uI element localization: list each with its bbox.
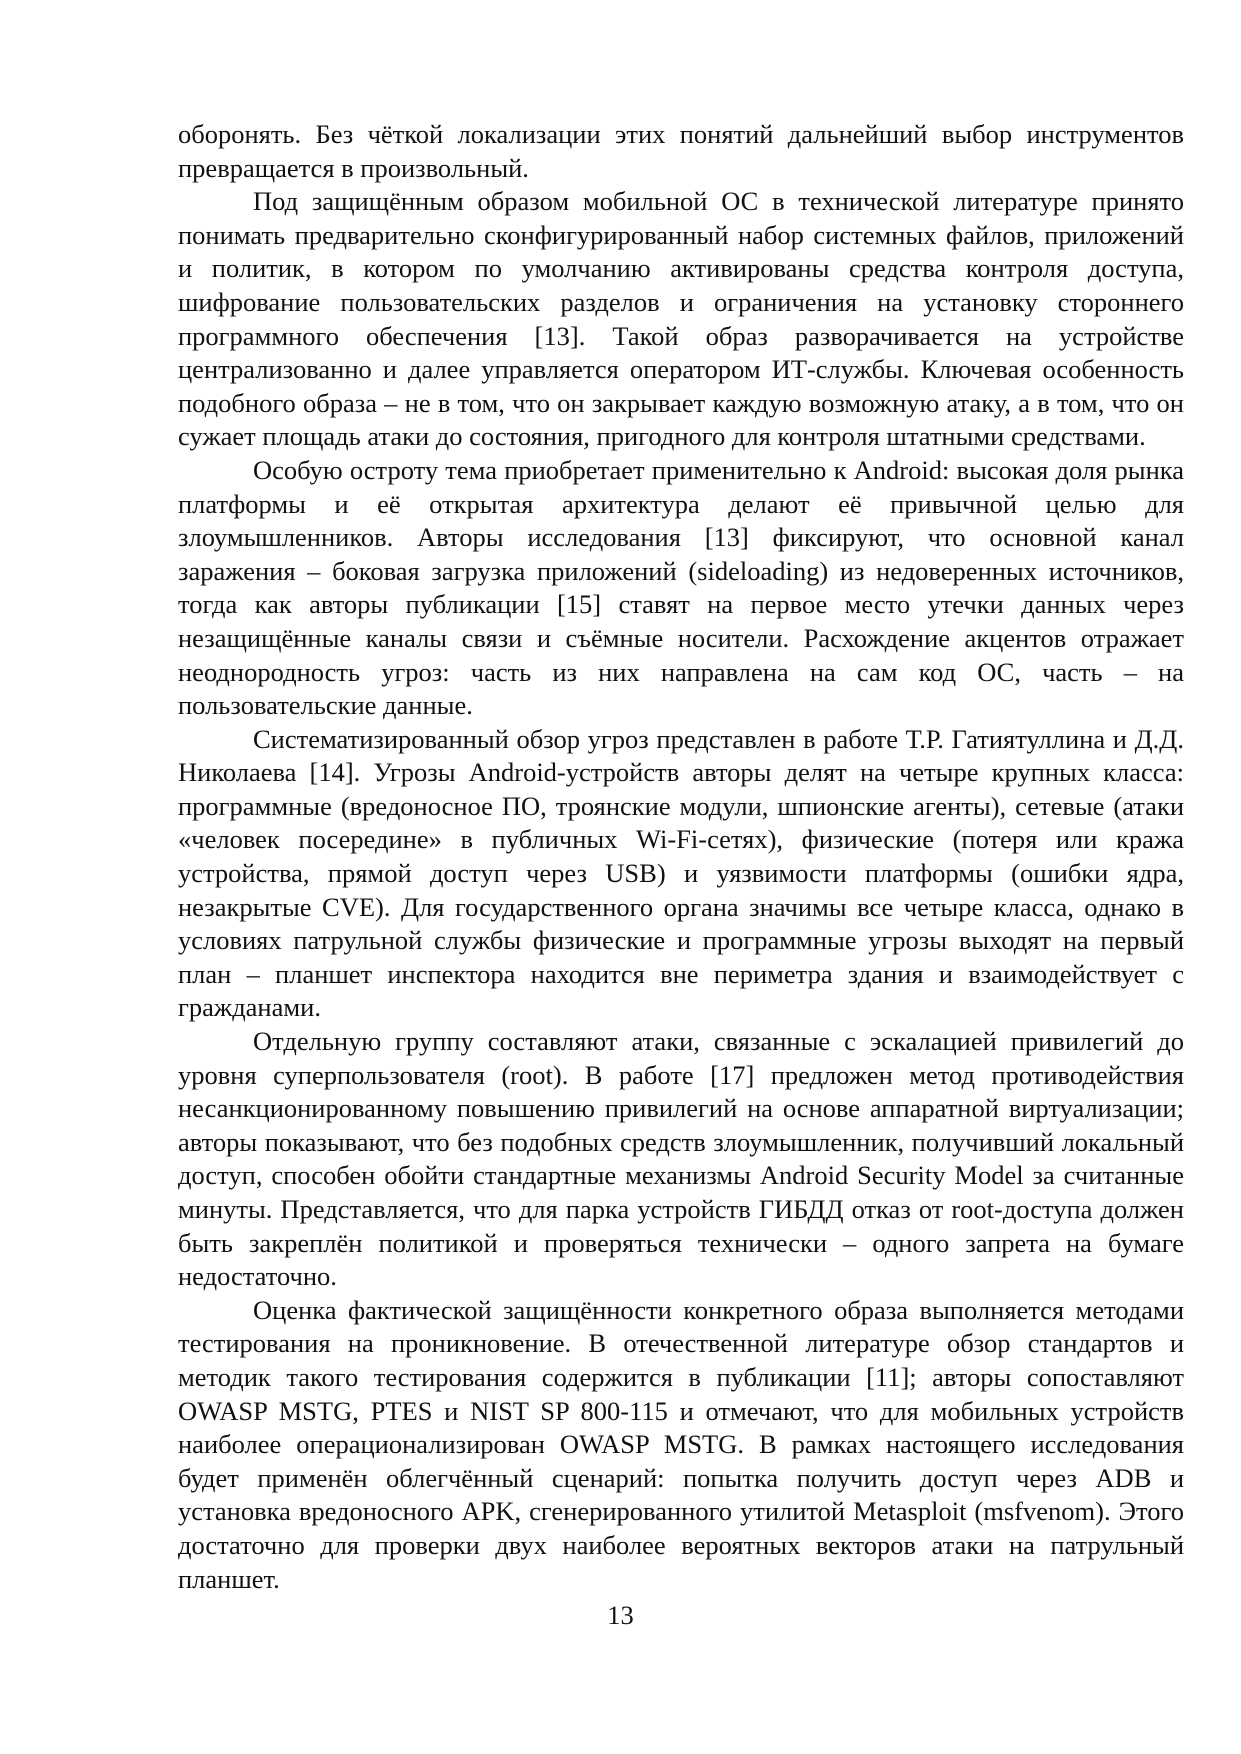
paragraph-2-secure-image-definition: Под защищённым образом мобильной ОС в технической литературе принято понимать предварительно сконфигурированный набор системных файлов, приложений и политик, в котором по умолчанию активированы средства контроля доступа, шифрование пользовательских разделов и ограничения на установку стороннего программного обеспечения [13]. Такой образ разворачивается на устройстве централизованно и далее управляется оператором ИТ-службы. Ключевая особенность подобного образа – не в том, что он закрывает каждую возможную атаку, а в том, что он сужает площадь атаки до состояния, пригодного для контроля штатными средствами. — [178, 186, 1184, 452]
paragraph-4-threat-classification: Систематизированный обзор угроз представлен в работе Т.Р. Гатиятуллина и Д.Д. Николаева [14]. Угрозы Android-устройств авторы делят на четыре крупных класса: программные (вредоносное ПО, троянские модули, шпионские агенты), сетевые (атаки «человек посередине» в публичных Wi-Fi-сетях), физические (потеря или кража устройства, прямой доступ через USB) и уязвимости платформы (ошибки ядра, незакрытые CVE). Для государственного органа значимы все четыре класса, однако в условиях патрульной службы физические и программные угрозы выходят на первый план – планшет инспектора находится вне периметра здания и взаимодействует с гражданами. — [178, 723, 1184, 1023]
paragraph-5-privilege-escalation: Отдельную группу составляют атаки, связанные с эскалацией привилегий до уровня суперпользователя (root). В работе [17] предложен метод противодействия несанкционированному повышению привилегий на основе аппаратной виртуализации; авторы показывают, что без подобных средств злоумышленник, получивший локальный доступ, способен обойти стандартные механизмы Android Security Model за считанные минуты. Представляется, что для парка устройств ГИБДД отказ от root-доступа должен быть закреплён политикой и проверяться технически – одного запрета на бумаге недостаточно. — [178, 1026, 1184, 1292]
paragraph-6-penetration-testing: Оценка фактической защищённости конкретного образа выполняется методами тестирования на проникновение. В отечественной литературе обзор стандартов и методик такого тестирования содержится в публикации [11]; авторы сопоставляют OWASP MSTG, PTES и NIST SP 800-115 и отмечают, что для мобильных устройств наиболее операционализирован OWASP MSTG. В рамках настоящего исследования будет применён облегчённый сценарий: попытка получить доступ через ADB и установка вредоносного APK, сгенерированного утилитой Metasploit (msfvenom). Этого достаточно для проверки двух наиболее вероятных векторов атаки на патрульный планшет. — [178, 1294, 1184, 1594]
page-number: 13 — [607, 1600, 634, 1630]
body-text — [178, 118, 1184, 1596]
paragraph-3-android-relevance: Особую остроту тема приобретает применительно к Android: высокая доля рынка платформы и её открытая архитектура делают её привычной целью для злоумышленников. Авторы исследования [13] фиксируют, что основной канал заражения – боковая загрузка приложений (sideloading) из недоверенных источников, тогда как авторы публикации [15] ставят на первое место утечки данных через незащищённые каналы связи и съёмные носители. Расхождение акцентов отражает неоднородность угроз: часть из них направлена на сам код ОС, часть – на пользовательские данные. — [178, 454, 1184, 721]
paragraph-1-continuation: оборонять. Без чёткой локализации этих понятий дальнейший выбор инструментов превращается в произвольный. — [178, 119, 1184, 183]
